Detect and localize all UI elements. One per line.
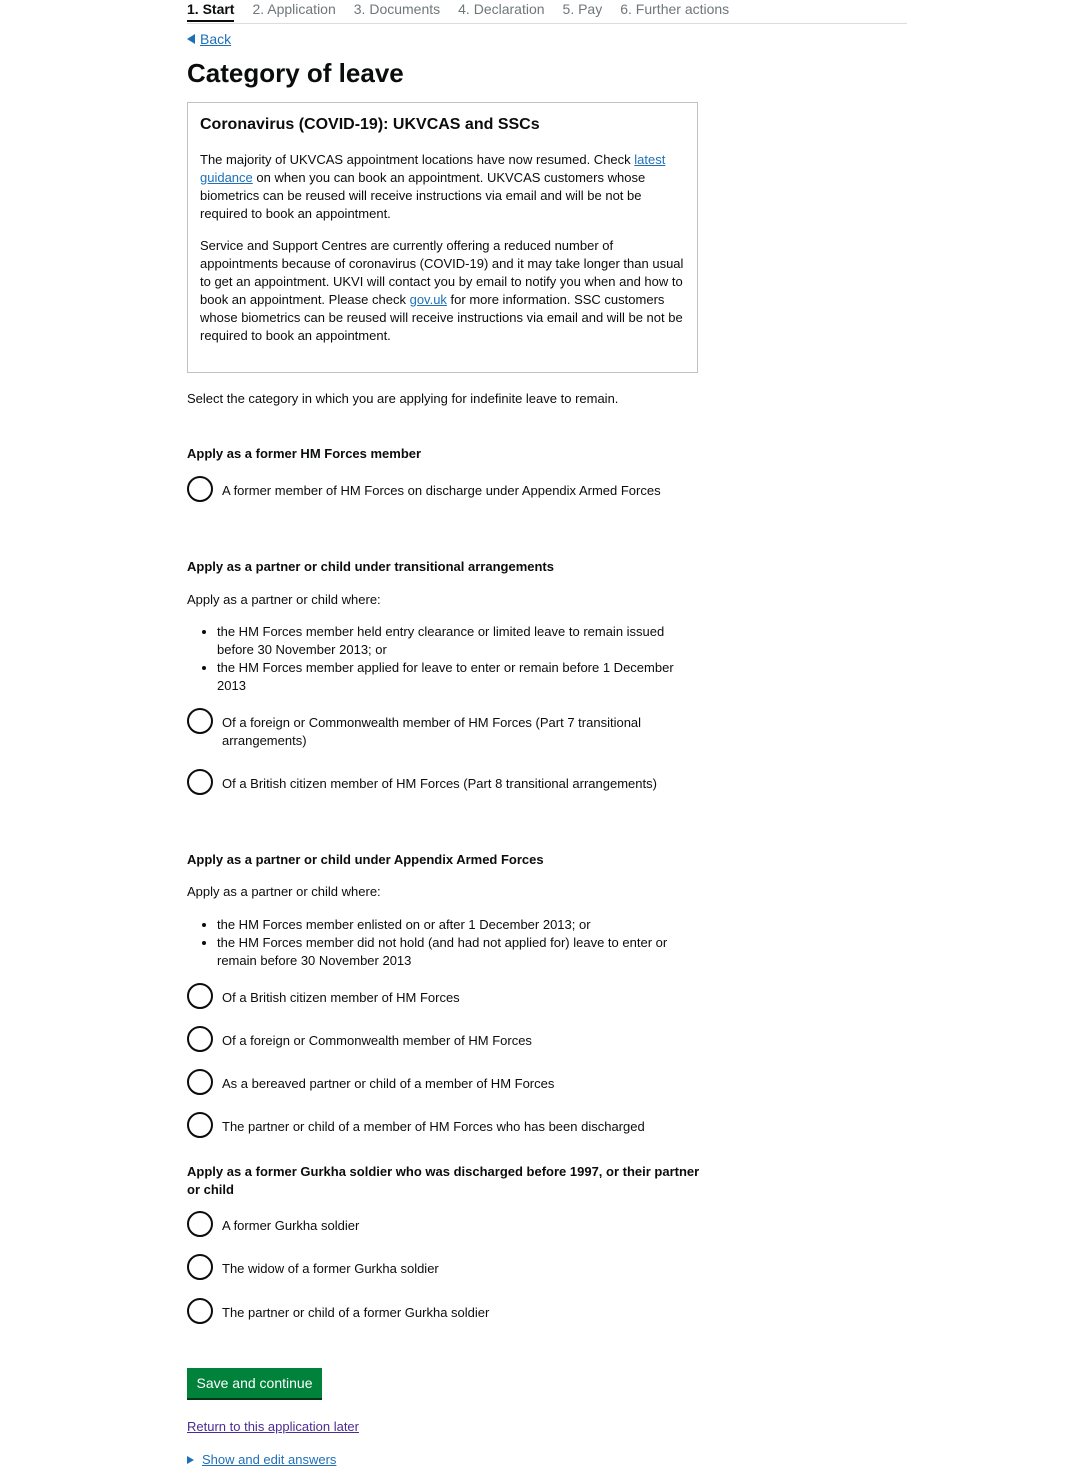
radio-button[interactable]: [187, 1026, 213, 1052]
radio-button[interactable]: [187, 1211, 213, 1237]
radio-option-bereaved[interactable]: [187, 1075, 702, 1095]
radio-option-foreign-member[interactable]: [187, 1032, 702, 1052]
radio-button[interactable]: [187, 476, 213, 502]
radio-option-foreign-transitional[interactable]: [187, 714, 702, 750]
step-declaration[interactable]: 4. Declaration: [458, 1, 545, 17]
notice-title: Coronavirus (COVID-19): UKVCAS and SSCs: [200, 116, 540, 133]
return-later-link[interactable]: Return to this application later: [187, 1419, 359, 1434]
notice-text: Service and Support Centres are currently offering a reduced number of appointments because of coronavirus (COVID-19) and it may take longer than usual to get an appointment. UKVI will contact you by email to notify you when and how to book an appointment. Please check: [200, 238, 684, 307]
list-item: • the HM Forces member held entry clearance or limited leave to remain issued before 30 November 2013; or: [217, 623, 702, 659]
triangle-right-icon: [187, 1456, 194, 1464]
radio-label: Of a British citizen member of HM Forces: [222, 990, 460, 1005]
radio-option-gurkha-soldier[interactable]: [187, 1217, 702, 1237]
save-and-continue-button[interactable]: Save and continue: [187, 1368, 322, 1398]
radio-option-former-member[interactable]: [187, 482, 702, 502]
section-lead-appendix: Apply as a partner or child where:: [187, 884, 381, 899]
page-title: Category of leave: [187, 58, 404, 88]
radio-button[interactable]: [187, 708, 213, 734]
radio-label: The widow of a former Gurkha soldier: [222, 1261, 439, 1276]
radio-label: As a bereaved partner or child of a member of HM Forces: [222, 1076, 555, 1091]
radio-button[interactable]: [187, 983, 213, 1009]
list-item: • the HM Forces member did not hold (and had not applied for) leave to enter or remain before 30 November 2013: [217, 934, 702, 970]
section-heading-gurkha: Apply as a former Gurkha soldier who was discharged before 1997, or their partner or child: [187, 1164, 700, 1197]
section-heading-transitional: Apply as a partner or child under transitional arrangements: [187, 559, 554, 574]
radio-option-gurkha-partner[interactable]: [187, 1304, 702, 1324]
radio-option-british-transitional[interactable]: [187, 775, 702, 795]
latest-guidance-link[interactable]: latest guidance: [200, 152, 666, 185]
radio-label: The partner or child of a former Gurkha soldier: [222, 1305, 490, 1320]
gov-uk-link[interactable]: gov.uk: [409, 292, 447, 307]
show-edit-answers-toggle[interactable]: [187, 1451, 336, 1469]
show-edit-answers-label: Show and edit answers: [202, 1452, 337, 1467]
radio-button[interactable]: [187, 1069, 213, 1095]
bullet-list-transitional: [187, 623, 702, 695]
radio-option-discharged[interactable]: [187, 1118, 702, 1138]
radio-label: A former Gurkha soldier: [222, 1218, 360, 1233]
radio-label: Of a British citizen member of HM Forces (Part 8 transitional arrangements): [222, 776, 657, 791]
step-pay[interactable]: 5. Pay: [562, 1, 603, 17]
list-item: • the HM Forces member enlisted on or after 1 December 2013; or: [217, 916, 702, 934]
covid-notice: [187, 102, 698, 373]
notice-text: for more information. SSC customers whose biometrics can be reused will receive instructions via email and will be not be required to book an appointment.: [200, 292, 683, 343]
notice-text: The majority of UKVCAS appointment locations have now resumed. Check: [200, 152, 635, 167]
progress-steps: [187, 0, 907, 24]
notice-paragraph-ssc: [200, 237, 685, 345]
section-heading-former-member: Apply as a former HM Forces member: [187, 446, 422, 461]
notice-paragraph-ukvcas: [200, 151, 685, 223]
radio-label: Of a foreign or Commonwealth member of HM Forces: [222, 1033, 532, 1048]
radio-label: A former member of HM Forces on discharge under Appendix Armed Forces: [222, 483, 661, 498]
triangle-left-icon: [187, 34, 195, 44]
back-link-label: Back: [200, 31, 232, 47]
radio-button[interactable]: [187, 1254, 213, 1280]
step-documents[interactable]: 3. Documents: [353, 1, 441, 17]
radio-button[interactable]: [187, 769, 213, 795]
step-further-actions[interactable]: 6. Further actions: [620, 1, 730, 17]
step-start[interactable]: 1. Start: [187, 0, 234, 22]
back-link[interactable]: [187, 30, 231, 48]
notice-text: on when you can book an appointment. UKVCAS customers whose biometrics can be reused will receive instructions via email and will be not be required to book an appointment.: [200, 170, 646, 221]
radio-option-gurkha-widow[interactable]: [187, 1260, 702, 1280]
radio-option-british-member[interactable]: [187, 989, 702, 1009]
bullet-list-appendix: [187, 916, 702, 970]
step-application[interactable]: 2. Application: [252, 1, 336, 17]
radio-button[interactable]: [187, 1298, 213, 1324]
section-heading-appendix: Apply as a partner or child under Appendix Armed Forces: [187, 852, 544, 867]
radio-label: Of a foreign or Commonwealth member of HM Forces (Part 7 transitional arrangements): [222, 715, 642, 748]
radio-label: The partner or child of a member of HM Forces who has been discharged: [222, 1119, 645, 1134]
section-lead-transitional: Apply as a partner or child where:: [187, 592, 381, 607]
list-item: • the HM Forces member applied for leave to enter or remain before 1 December 2013: [217, 659, 702, 695]
radio-button[interactable]: [187, 1112, 213, 1138]
intro-text: Select the category in which you are applying for indefinite leave to remain.: [187, 391, 619, 406]
